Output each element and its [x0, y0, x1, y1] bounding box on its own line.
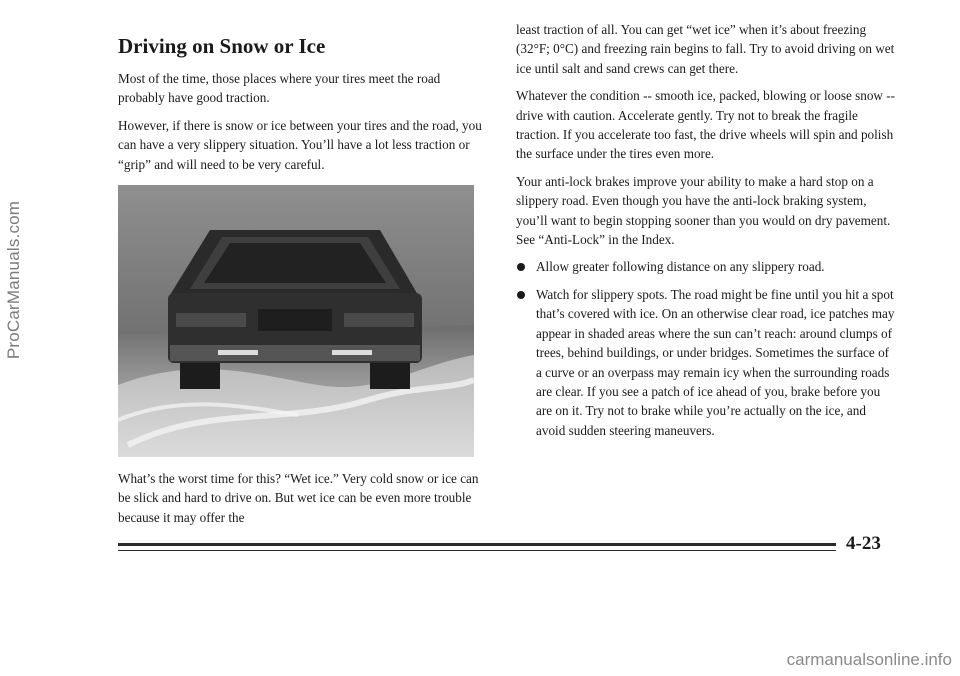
bullet-list	[516, 257, 898, 440]
right-paragraph-3: Your anti-lock brakes improve your ability to make a hard stop on a slippery road. Even though you have the anti-lock braking system, you’ll want to begin stopping sooner than you would on dry pavement. See “Anti-Lock” in the Index.	[516, 173, 891, 248]
side-watermark-text: ProCarManuals.com	[4, 200, 23, 360]
left-paragraph-3: What’s the worst time for this? “Wet ice.” Very cold snow or ice can be slick and hard to drive on. But wet ice can be even more trouble because it may offer the	[118, 471, 479, 525]
left-paragraph-2: However, if there is snow or ice between your tires and the road, you can have a very slippery situation. You’ll have a lot less traction or “grip” and will need to be very careful.	[118, 117, 482, 172]
car-on-ice-photo	[118, 185, 474, 457]
page-number: 4-23	[846, 533, 881, 554]
bullet-dot-icon	[517, 263, 525, 271]
right-paragraph-1: least traction of all. You can get “wet ice” when it’s about freezing (32°F; 0°C) and freezing rain begins to fall. Try to avoid driving on wet ice until salt and sand crews can get there.	[516, 22, 895, 76]
footer-rule-thick	[118, 543, 836, 546]
left-caption-column	[118, 469, 484, 535]
section-heading: Driving on Snow or Ice	[118, 34, 326, 58]
left-column	[118, 34, 484, 182]
footer-watermark: carmanualsonline.info	[786, 650, 952, 669]
car-rear-illustration	[118, 185, 474, 457]
left-paragraph-1: Most of the time, those places where your tires meet the road probably have good traction.	[118, 71, 441, 106]
right-paragraph-2: Whatever the condition -- smooth ice, packed, blowing or loose snow -- drive with caution. Accelerate gently. Try not to break the fragile traction. If you accelerate too fast, the drive wheels will spin and polish the surface under the tires even more.	[516, 88, 896, 162]
bullet-item	[516, 285, 898, 440]
right-column	[516, 20, 898, 448]
bullet-text: Allow greater following distance on any slippery road.	[536, 259, 825, 275]
bullet-text: Watch for slippery spots. The road might be fine until you hit a spot that’s covered with ice. On an otherwise clear road, ice patches may appear in shaded areas where the sun can’t reach: around clumps of trees, behind buildings, or under bridges. Sometimes the surface of a curve or an overpass may remain icy when the surrounding roads are clear. If you see a patch of ice ahead of you, brake before you are on it. Try not to brake while you’re actually on the ice, and avoid sudden steering maneuvers.	[536, 286, 895, 438]
side-watermark	[2, 100, 26, 460]
bullet-item	[516, 257, 898, 276]
bullet-dot-icon	[517, 291, 525, 299]
footer-rule-thin	[118, 550, 836, 551]
